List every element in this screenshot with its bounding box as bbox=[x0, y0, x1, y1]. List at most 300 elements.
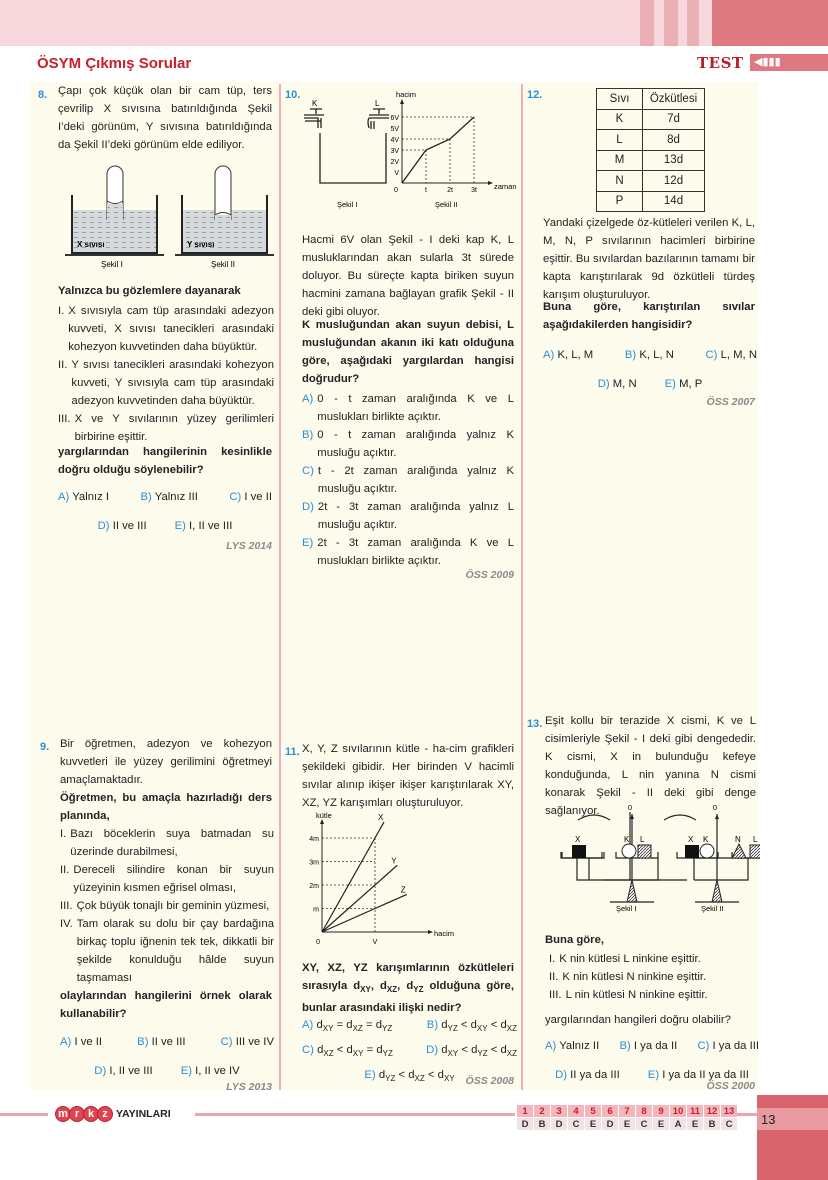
statement-item bbox=[58, 356, 274, 410]
axis-label: zaman bbox=[494, 182, 517, 191]
answer-key-answer: B bbox=[534, 1118, 550, 1130]
figure-caption: Şekil II bbox=[211, 260, 236, 269]
figure-caption: Şekil II bbox=[701, 904, 724, 913]
mass-line bbox=[322, 865, 397, 932]
density-subscript: XY bbox=[322, 1024, 334, 1033]
density-symbol: d bbox=[471, 1044, 478, 1056]
option-text: M, P bbox=[679, 378, 703, 390]
ask-text: XY, XZ, YZ karışımlarının özkütleleri sırasıyla bbox=[302, 962, 514, 992]
option-text: M, N bbox=[612, 378, 637, 390]
volume-time-graph bbox=[390, 99, 493, 194]
option-letter: C) bbox=[705, 349, 718, 361]
answer-key-number: 7 bbox=[619, 1105, 635, 1117]
answer-key-answer: E bbox=[687, 1118, 703, 1130]
option-letter: A) bbox=[543, 349, 555, 361]
answer-option[interactable] bbox=[58, 488, 109, 506]
density-symbol: d bbox=[346, 1044, 353, 1056]
answer-key-answer: E bbox=[585, 1118, 601, 1130]
answer-option[interactable] bbox=[545, 1037, 599, 1055]
density-subscript: YZ bbox=[447, 1024, 458, 1033]
exam-source: ÖSS 2009 bbox=[465, 569, 514, 581]
logo-letter: k bbox=[83, 1106, 99, 1122]
option-letter: C) bbox=[302, 1044, 318, 1056]
density-subscript: YZ bbox=[381, 1024, 393, 1033]
x-tick-label: V bbox=[372, 939, 378, 946]
option-letter: E) bbox=[174, 520, 186, 532]
table-cell: 13d bbox=[643, 150, 705, 171]
question-ask: XY, XZ, YZ karışımlarının özkütleleri sırasıyla $d_{XY}$, $d_{XZ}$, $d_{YZ}$ olduğuna göre, bunlar arasındaki ilişki nedir? bbox=[302, 962, 514, 1014]
exam-source: ÖSS 2008 bbox=[465, 1075, 514, 1087]
density-subscript: YZ bbox=[477, 1049, 488, 1058]
option-text: 2t - 3t zaman aralığında K ve L muslukları birlikte açıktır. bbox=[317, 537, 514, 567]
statement-item bbox=[549, 968, 760, 986]
answer-option[interactable] bbox=[181, 1062, 240, 1080]
axis-arrow-icon bbox=[400, 99, 493, 185]
answer-option[interactable] bbox=[619, 1037, 677, 1055]
figure-caption: Şekil I bbox=[101, 260, 123, 269]
relation-sign: < bbox=[457, 1019, 471, 1031]
option-text: I ve II bbox=[244, 491, 272, 503]
statement-numeral: III. bbox=[549, 989, 562, 1001]
scale-zero-label: 0 bbox=[627, 803, 633, 812]
option-row bbox=[60, 1062, 274, 1080]
answer-key-answer: D bbox=[602, 1118, 618, 1130]
answer-option[interactable] bbox=[141, 488, 198, 506]
question-ask: Buna göre, karıştırılan sıvılar aşağıdakilerden hangisidir? bbox=[543, 301, 755, 331]
density-symbol: d bbox=[378, 1069, 386, 1081]
y-tick-label: 2V bbox=[390, 159, 399, 166]
statement-text: Çok büyük tonajlı bir geminin yüzmesi, bbox=[76, 900, 270, 912]
y-tick-label: 3m bbox=[309, 859, 319, 867]
density-symbol: d bbox=[346, 1019, 353, 1031]
density-subscript: XZ bbox=[386, 985, 398, 994]
test-tube-figure bbox=[65, 160, 275, 270]
option-letter: C) bbox=[220, 1036, 233, 1048]
balance-figure bbox=[550, 800, 760, 915]
exam-source: LYS 2014 bbox=[226, 540, 272, 552]
footer-line bbox=[195, 1113, 515, 1116]
answer-option[interactable] bbox=[427, 1016, 517, 1038]
option-letter: A) bbox=[58, 491, 70, 503]
answer-option[interactable] bbox=[665, 375, 703, 393]
x-tick-label: t bbox=[425, 187, 427, 194]
option-text: t - 2t zaman aralığında yalnız K musluğu açıktır. bbox=[317, 465, 514, 495]
statement-item bbox=[58, 410, 274, 446]
question-ask: yargılarından hangilerinin kesinlikle doğru olduğu söylenebilir? bbox=[58, 446, 272, 476]
answer-option[interactable] bbox=[221, 1033, 274, 1051]
answer-option[interactable] bbox=[302, 534, 514, 570]
statement-numeral: I. bbox=[549, 953, 556, 965]
statement-text: K nin kütlesi N ninkine eşittir. bbox=[562, 971, 707, 983]
option-letter: D) bbox=[302, 501, 314, 513]
answer-option[interactable] bbox=[60, 1033, 102, 1051]
answer-key-answer: E bbox=[619, 1118, 635, 1130]
table-header: Sıvı bbox=[597, 89, 643, 110]
option-letter: E) bbox=[180, 1065, 192, 1077]
option-letter: B) bbox=[624, 349, 637, 361]
option-text: K, L, M bbox=[557, 349, 594, 361]
page-title: ÖSYM Çıkmış Sorular bbox=[37, 55, 192, 72]
y-tick-label: 3V bbox=[390, 148, 399, 155]
option-letter: D) bbox=[97, 520, 110, 532]
option-letter: E) bbox=[664, 378, 676, 390]
statement-item bbox=[60, 915, 274, 987]
object-label: K bbox=[624, 835, 630, 844]
relation-sign: = bbox=[363, 1044, 377, 1056]
density-subscript: XY bbox=[360, 985, 371, 994]
question-ask: olaylarından hangilerini örnek olarak kullanabilir? bbox=[60, 990, 272, 1020]
statement-text: K nin kütlesi L ninkine eşittir. bbox=[559, 953, 701, 965]
answer-option[interactable] bbox=[302, 390, 514, 426]
table-header: Özkütlesi bbox=[643, 89, 705, 110]
guide-line bbox=[402, 139, 450, 183]
option-letter: D) bbox=[426, 1044, 442, 1056]
column-divider bbox=[521, 84, 523, 1090]
statement-item bbox=[60, 897, 274, 915]
answer-option[interactable] bbox=[302, 462, 514, 498]
question-number: 9. bbox=[40, 741, 50, 753]
answer-option[interactable] bbox=[302, 1041, 393, 1063]
y-tick-label: 2m bbox=[309, 883, 319, 890]
statement-list bbox=[60, 825, 274, 987]
density-subscript: YZ bbox=[385, 1074, 396, 1083]
option-letter: B) bbox=[137, 1036, 149, 1048]
density-subscript: XY bbox=[476, 1024, 488, 1033]
arrow-icon: ◀▮▮▮ bbox=[750, 54, 828, 71]
axis-label: hacim bbox=[434, 929, 455, 938]
mass-volume-graph bbox=[296, 808, 476, 948]
answer-option[interactable] bbox=[302, 426, 514, 462]
option-row bbox=[58, 488, 272, 506]
statement-list bbox=[549, 950, 760, 1004]
option-row bbox=[302, 1041, 517, 1063]
option-text: I ve II bbox=[74, 1036, 103, 1048]
answer-option[interactable] bbox=[94, 1062, 152, 1080]
y-tick-label: V bbox=[394, 170, 399, 177]
answer-option[interactable] bbox=[302, 498, 514, 534]
option-text: 0 - t zaman aralığında yalnız K musluğu açıktır. bbox=[317, 429, 514, 459]
column-divider bbox=[279, 84, 281, 1090]
logo-letter: r bbox=[69, 1106, 85, 1122]
option-row bbox=[543, 375, 757, 393]
table-cell: P bbox=[597, 191, 643, 212]
option-row bbox=[545, 1037, 759, 1055]
logo-letter: z bbox=[97, 1106, 113, 1122]
y-tick-label: 4m bbox=[309, 836, 319, 843]
footer-line bbox=[0, 1113, 48, 1116]
statement-text: Y sıvısı tanecikleri arasındaki kohezyon kuvveti, Y sıvısıyla cam tüp arasındaki adezyon kuvvetinden daha büyüktür. bbox=[71, 359, 274, 407]
density-subscript: XZ bbox=[352, 1024, 363, 1033]
relation-sign: < bbox=[458, 1044, 472, 1056]
option-letter: C) bbox=[697, 1040, 710, 1052]
statement-numeral: IV. bbox=[60, 918, 73, 930]
option-text: I, II ve III bbox=[109, 1065, 153, 1077]
option-text: I ya da II bbox=[633, 1040, 678, 1052]
density-subscript: XY bbox=[352, 1049, 364, 1058]
answer-key bbox=[516, 1104, 738, 1131]
option-row bbox=[302, 1016, 517, 1038]
publisher-name: YAYINLARI bbox=[116, 1108, 171, 1120]
page-number: 13 bbox=[761, 1112, 776, 1127]
option-text: K, L, N bbox=[639, 349, 674, 361]
x-tick-label: 0 bbox=[394, 187, 398, 194]
option-row bbox=[60, 1033, 274, 1051]
banner-stripe bbox=[664, 0, 678, 46]
density-subscript: XZ bbox=[506, 1024, 517, 1033]
statement-item bbox=[60, 825, 274, 861]
density-symbol: d bbox=[437, 1069, 444, 1081]
answer-key-number: 10 bbox=[670, 1105, 686, 1117]
density-symbol: d bbox=[470, 1019, 477, 1031]
exam-source: ÖSS 2007 bbox=[706, 396, 755, 408]
table-cell: L bbox=[597, 130, 643, 151]
statement-list bbox=[58, 302, 274, 446]
statement-item bbox=[58, 302, 274, 356]
statement-text: X ve Y sıvılarının yüzey gerilimleri birbirine eşittir. bbox=[74, 413, 274, 443]
question-lead: Öğretmen, bu amaçla hazırladığı ders planında, bbox=[60, 792, 272, 822]
answer-key-number: 3 bbox=[551, 1105, 567, 1117]
table-cell: 14d bbox=[643, 191, 705, 212]
statement-numeral: III. bbox=[58, 413, 71, 425]
density-symbol: d bbox=[500, 1019, 507, 1031]
question-stem: Eşit kollu bir terazide X cismi, K ve L cisimleriyle Şekil - I deki gibi dengededir. K cismi, X in bulunduğu kefeye konduğunda, L nin yanına N cismi konarak Şekil - II deki gibi denge sağlanıyor. bbox=[545, 715, 756, 817]
table-cell: 8d bbox=[643, 130, 705, 151]
object-label: X bbox=[688, 835, 694, 844]
option-letter: A) bbox=[545, 1040, 557, 1052]
statement-numeral: II. bbox=[549, 971, 559, 983]
x-tick-label: 2t bbox=[447, 187, 453, 194]
answer-option[interactable] bbox=[543, 346, 593, 364]
object-label: L bbox=[640, 835, 645, 844]
density-symbol: d bbox=[375, 1019, 382, 1031]
line-label: Z bbox=[400, 885, 406, 895]
density-symbol: d bbox=[441, 1019, 448, 1031]
answer-option[interactable] bbox=[555, 1066, 620, 1084]
table-cell: K bbox=[597, 109, 643, 130]
option-text: L, M, N bbox=[720, 349, 757, 361]
answer-option[interactable] bbox=[426, 1041, 517, 1063]
density-symbol: d bbox=[317, 1044, 324, 1056]
option-letter: E) bbox=[302, 537, 314, 549]
figure-caption: Şekil I bbox=[616, 904, 637, 913]
x-tick-label: 3t bbox=[471, 187, 477, 194]
ask-text: olduğuna göre, bunlar arasındaki ilişki nedir? bbox=[302, 980, 514, 1014]
answer-key-answer: C bbox=[636, 1118, 652, 1130]
table-cell: 12d bbox=[643, 171, 705, 192]
mass-line bbox=[322, 894, 407, 932]
question-number: 8. bbox=[38, 89, 48, 101]
question-lead: Buna göre, bbox=[545, 934, 604, 946]
option-letter: D) bbox=[597, 378, 610, 390]
option-text: I ya da II ya da III bbox=[662, 1069, 749, 1081]
answer-option[interactable] bbox=[175, 517, 233, 535]
statement-item bbox=[60, 861, 274, 897]
figure-caption: Şekil I bbox=[337, 200, 358, 209]
answer-key-number: 1 bbox=[517, 1105, 533, 1117]
option-letter: B) bbox=[302, 429, 314, 441]
option-letter: B) bbox=[426, 1019, 442, 1031]
density-subscript: XZ bbox=[323, 1049, 334, 1058]
density-table bbox=[596, 88, 705, 212]
answer-option[interactable] bbox=[598, 375, 637, 393]
option-letter: A) bbox=[302, 393, 314, 405]
option-text: Yalnız III bbox=[154, 491, 198, 503]
banner-stripe bbox=[687, 0, 699, 46]
option-text: III ve IV bbox=[235, 1036, 274, 1048]
question-stem: X, Y, Z sıvılarının kütle - ha-cim grafikleri şekildeki gibidir. Her birinden V hacimli sıvılar alınıp ikişer ikişer karıştırılarak XY, XZ, YZ karışımları oluşturuluyor. bbox=[302, 743, 514, 809]
relation-sign: < bbox=[395, 1069, 409, 1081]
question-stem: Yandaki çizelgede öz-kütleleri verilen K, L, M, N, P sıvılarının hacimleri birbirine eşittir. Bu sıvılardan bazılarının tamamı bir kapta karıştırılarak 9d özkütleli türdeş karışım oluşturuluyor. bbox=[543, 217, 755, 301]
option-text: I, II ve III bbox=[189, 520, 233, 532]
banner-stripe bbox=[712, 0, 828, 46]
option-text: II ve III bbox=[151, 1036, 186, 1048]
option-text: Yalnız II bbox=[559, 1040, 600, 1052]
answer-key-answer: A bbox=[670, 1118, 686, 1130]
question-stem: Hacmi 6V olan Şekil - I deki kap K, L musluklarından akan sularla 3t sürede doluyor. Bu süreçte kapta biriken suyun hacmini zamana bağlayan grafik Şekil - II deki gibi oluyor. bbox=[302, 234, 514, 318]
density-symbol: d bbox=[500, 1044, 507, 1056]
question-stem: Bir öğretmen, adezyon ve kohezyon kuvvetleri ile yüzey gerilimini öğretmeyi amaçlamaktadır. bbox=[60, 738, 272, 786]
density-symbol: d bbox=[441, 1044, 448, 1056]
answer-key-number: 5 bbox=[585, 1105, 601, 1117]
volume-line bbox=[402, 117, 474, 183]
question-ask: K musluğundan akan suyun debisi, L musluğundan akanın iki katı olduğuna göre, aşağıdaki yargılardan hangisi doğrudur? bbox=[302, 319, 514, 385]
tap-container-figure bbox=[300, 88, 520, 210]
option-text: I, II ve IV bbox=[195, 1065, 240, 1077]
table-cell: N bbox=[597, 171, 643, 192]
answer-key-answer: C bbox=[568, 1118, 584, 1130]
answer-option[interactable] bbox=[229, 488, 272, 506]
statement-numeral: III. bbox=[60, 900, 73, 912]
object-label: L bbox=[753, 835, 758, 844]
density-subscript: XY bbox=[443, 1074, 455, 1083]
answer-option[interactable] bbox=[625, 346, 674, 364]
relation-sign: < bbox=[487, 1019, 501, 1031]
option-row bbox=[543, 346, 757, 364]
option-letter: B) bbox=[619, 1040, 631, 1052]
option-letter: B) bbox=[140, 491, 152, 503]
statement-numeral: I. bbox=[60, 828, 67, 840]
question-number: 10. bbox=[285, 89, 301, 101]
question-number: 12. bbox=[527, 89, 543, 101]
y-tick-label: 5V bbox=[390, 126, 399, 133]
y-tick-label: 4V bbox=[390, 137, 399, 144]
object-label: K bbox=[703, 835, 709, 844]
answer-option[interactable] bbox=[302, 1016, 392, 1038]
statement-text: Dereceli silindire konan bir suyun yüzeyinin kısmen eğrisel olması, bbox=[73, 864, 274, 894]
answer-option[interactable] bbox=[98, 517, 147, 535]
density-symbol: d bbox=[316, 1019, 323, 1031]
y-tick-label: 6V bbox=[390, 115, 399, 122]
answer-key-number: 2 bbox=[534, 1105, 550, 1117]
question-number: 13. bbox=[527, 718, 543, 730]
answer-key-number: 8 bbox=[636, 1105, 652, 1117]
option-text: Yalnız I bbox=[72, 491, 110, 503]
test-label: TEST bbox=[697, 54, 744, 72]
tap-label: L bbox=[375, 99, 380, 108]
answer-key-number: 11 bbox=[687, 1105, 703, 1117]
exam-source: ÖSS 2000 bbox=[706, 1080, 755, 1092]
tap-label: K bbox=[312, 99, 318, 108]
exam-source: LYS 2013 bbox=[226, 1081, 272, 1093]
faucet-icon bbox=[304, 109, 389, 129]
option-letter: A) bbox=[302, 1019, 317, 1031]
relation-sign: = bbox=[333, 1019, 347, 1031]
option-text: I ya da III bbox=[712, 1040, 759, 1052]
x-tick-label: 0 bbox=[316, 939, 320, 946]
density-subscript: YZ bbox=[413, 985, 424, 994]
y-tick-label: m bbox=[313, 906, 319, 914]
line-label: Y bbox=[391, 856, 397, 866]
option-letter: C) bbox=[229, 491, 242, 503]
option-letter: D) bbox=[94, 1065, 107, 1077]
statement-text: X sıvısıyla cam tüp arasındaki adezyon kuvveti, X sıvısı tanecikleri arasındaki kohezyon kuvvetinden daha büyüktür. bbox=[68, 305, 274, 353]
density-symbol: d bbox=[376, 1044, 383, 1056]
density-subscript: XY bbox=[447, 1049, 459, 1058]
answer-key-answer: D bbox=[551, 1118, 567, 1130]
logo-letter: m bbox=[55, 1106, 71, 1122]
statement-text: Bazı böceklerin suya batmadan su üzerinde durabilmesi, bbox=[70, 828, 274, 858]
relation-sign: < bbox=[333, 1044, 347, 1056]
question-stem: Çapı çok küçük olan bir cam tüp, ters çevrilip X sıvısına batırıldığında Şekil I’deki görünüm, Y sıvısına batırıldığında da Şekil II’deki görünüm elde ediliyor. bbox=[58, 85, 272, 151]
density-symbol: d bbox=[353, 980, 361, 992]
axis-label: kütle bbox=[316, 811, 332, 820]
statement-item bbox=[549, 986, 760, 1004]
answer-key-number: 12 bbox=[704, 1105, 720, 1117]
option-text: II ve III bbox=[112, 520, 147, 532]
density-symbol: d bbox=[408, 1069, 415, 1081]
question-ask: yargılarından hangileri doğru olabilir? bbox=[545, 1014, 731, 1026]
statement-text: Tam olarak su dolu bir çay bardağına birkaç toplu iğnenin tek tek, dikkatli bir şekilde konulduğu hâlde suyun taşmaması bbox=[76, 918, 274, 984]
axis-label: hacim bbox=[396, 90, 417, 99]
density-symbol: d bbox=[380, 980, 387, 992]
table-cell: M bbox=[597, 150, 643, 171]
answer-option[interactable] bbox=[706, 346, 757, 364]
relation-sign: = bbox=[362, 1019, 376, 1031]
option-text: 0 - t zaman aralığında K ve L muslukları birlikte açıktır. bbox=[317, 393, 514, 423]
liquid-label: X sıvısı bbox=[77, 240, 105, 249]
option-text: II ya da III bbox=[570, 1069, 620, 1081]
statement-numeral: II. bbox=[60, 864, 70, 876]
answer-key-answer: D bbox=[517, 1118, 533, 1130]
object-label: N bbox=[735, 835, 741, 844]
line-label: X bbox=[378, 813, 384, 823]
scale-zero-label: 0 bbox=[712, 803, 718, 812]
option-letter: A) bbox=[60, 1036, 72, 1048]
option-letter: E) bbox=[364, 1069, 379, 1081]
relation-sign: < bbox=[487, 1044, 501, 1056]
option-letter: C) bbox=[302, 465, 314, 477]
answer-key-number: 9 bbox=[653, 1105, 669, 1117]
object-label: X bbox=[575, 835, 581, 844]
statement-text: L nin kütlesi N ninkine eşittir. bbox=[565, 989, 708, 1001]
answer-key-number: 13 bbox=[721, 1105, 737, 1117]
option-letter: D) bbox=[555, 1069, 568, 1081]
answer-key-answer: E bbox=[653, 1118, 669, 1130]
density-symbol: d bbox=[406, 980, 414, 992]
liquid-label: Y sıvısı bbox=[187, 240, 215, 249]
question-number: 11. bbox=[285, 746, 300, 758]
answer-options bbox=[58, 488, 272, 546]
option-text: 2t - 3t zaman aralığında yalnız L musluğu açıktır. bbox=[317, 501, 514, 531]
answer-option[interactable] bbox=[697, 1037, 759, 1055]
answer-option[interactable] bbox=[137, 1033, 185, 1051]
statement-numeral: I. bbox=[58, 305, 65, 317]
relation-sign: < bbox=[424, 1069, 438, 1081]
answer-options bbox=[302, 390, 514, 570]
density-subscript: YZ bbox=[382, 1049, 393, 1058]
answer-key-answer: B bbox=[704, 1118, 720, 1130]
statement-item bbox=[549, 950, 760, 968]
